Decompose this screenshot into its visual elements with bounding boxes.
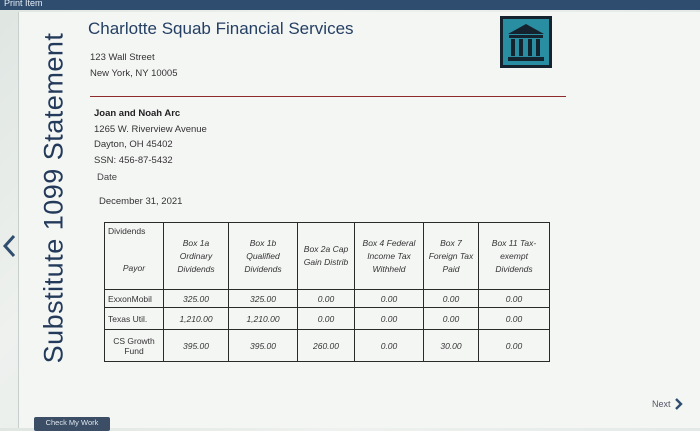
value-cell: 0.00 <box>298 308 355 330</box>
chevron-left-icon[interactable] <box>0 232 20 260</box>
column-header-line: Foreign Tax <box>428 250 474 261</box>
value-cell: 1,210.00 <box>229 308 298 330</box>
payor-header: Payor <box>122 263 146 273</box>
recipient-address-line2: Dayton, OH 45402 <box>94 139 173 150</box>
statement-title <box>34 28 74 368</box>
recipient-block <box>94 106 207 168</box>
column-header <box>164 223 229 290</box>
value-cell: 0.00 <box>479 290 550 308</box>
value-cell: 0.00 <box>479 308 550 330</box>
column-header-line: Dividends <box>244 263 282 274</box>
column-header <box>298 223 355 290</box>
column-header-line: Box 4 Federal <box>362 237 416 248</box>
column-header-line: Gain Distrib <box>303 257 349 267</box>
recipient-name: Joan and Noah Arc <box>94 108 181 119</box>
column-header-line: Box 2a Cap <box>303 244 349 254</box>
column-header <box>355 223 424 290</box>
company-address <box>90 50 178 82</box>
date-value: December 31, 2021 <box>99 196 183 207</box>
top-bar <box>0 0 700 10</box>
column-header-line: Box 11 Tax- <box>491 237 537 248</box>
column-header-line: Qualified <box>246 250 280 261</box>
top-bar-label[interactable]: Print Item <box>4 0 43 8</box>
column-header-line: Income Tax <box>367 250 411 261</box>
value-cell: 260.00 <box>298 330 355 362</box>
header-divider <box>90 96 566 97</box>
payor-cell: Texas Util. <box>105 308 164 330</box>
column-header-line: Ordinary <box>179 250 213 261</box>
column-header-line: Withheld <box>372 263 406 274</box>
payor-cell: ExxonMobil <box>105 290 164 308</box>
column-header-line: Box 1a <box>182 237 210 248</box>
bank-building-icon <box>500 16 552 68</box>
value-cell: 0.00 <box>355 290 424 308</box>
recipient-address-line1: 1265 W. Riverview Avenue <box>94 123 207 135</box>
value-cell: 0.00 <box>424 308 479 330</box>
column-header <box>229 223 298 290</box>
chevron-right-icon <box>674 398 683 410</box>
table-row <box>105 308 550 330</box>
column-header-line: Box 1b <box>249 237 277 248</box>
value-cell: 395.00 <box>164 330 229 362</box>
payor-cell: CS Growth Fund <box>105 330 164 362</box>
value-cell: 30.00 <box>424 330 479 362</box>
value-cell: 1,210.00 <box>164 308 229 330</box>
column-header-line: Dividends <box>495 263 533 274</box>
column-header-line: Dividends <box>177 263 215 274</box>
check-my-work-button[interactable]: Check My Work <box>34 417 110 431</box>
company-name: Charlotte Squab Financial Services <box>88 19 354 38</box>
company-address-line1: 123 Wall Street <box>90 52 155 63</box>
next-button-label: Next <box>652 399 671 409</box>
statement-title-text: Substitute 1099 Statement <box>38 32 69 364</box>
value-cell: 0.00 <box>424 290 479 308</box>
column-header <box>424 223 479 290</box>
table-row <box>105 290 550 308</box>
value-cell: 325.00 <box>229 290 298 308</box>
dividends-table <box>104 222 550 362</box>
value-cell: 395.00 <box>229 330 298 362</box>
value-cell: 325.00 <box>164 290 229 308</box>
recipient-ssn: SSN: 456-87-5432 <box>94 154 173 166</box>
payor-header-cell <box>105 223 164 290</box>
table-header-row <box>105 223 550 290</box>
value-cell: 0.00 <box>298 290 355 308</box>
column-header-line: Box 7 <box>440 237 462 248</box>
value-cell: 0.00 <box>479 330 550 362</box>
company-address-line2: New York, NY 10005 <box>90 68 178 79</box>
table-row <box>105 330 550 362</box>
value-cell: 0.00 <box>355 308 424 330</box>
value-cell: 0.00 <box>355 330 424 362</box>
section-label: Dividends <box>108 226 146 236</box>
column-header-line: Paid <box>442 263 460 274</box>
column-header-line: exempt <box>500 250 528 261</box>
next-button[interactable] <box>652 398 683 410</box>
column-header <box>479 223 550 290</box>
date-label: Date <box>97 172 118 183</box>
